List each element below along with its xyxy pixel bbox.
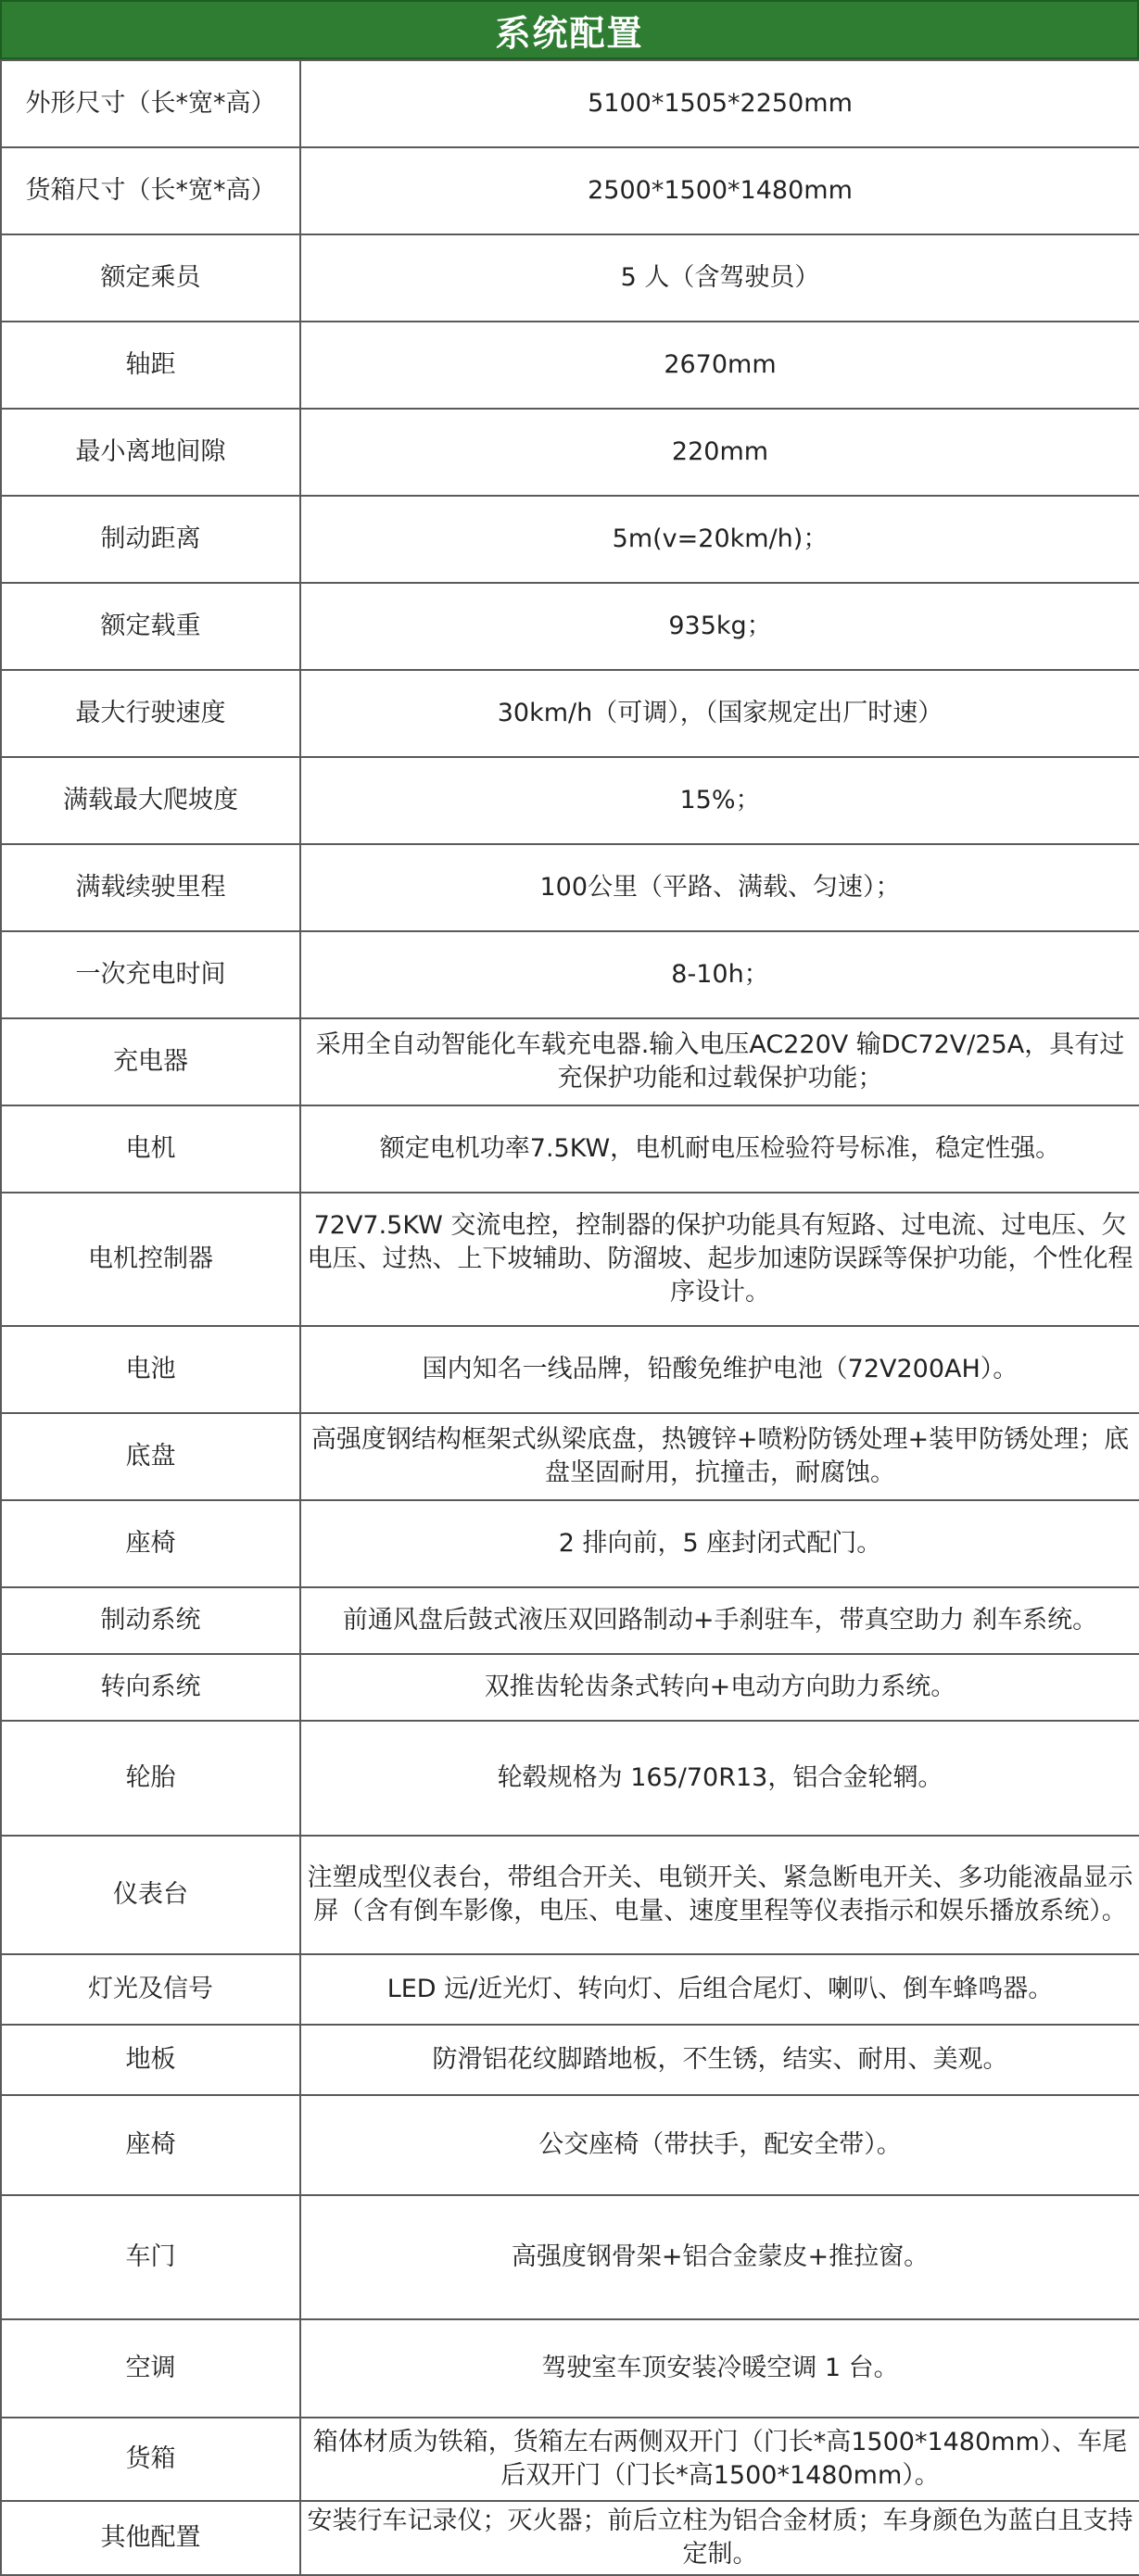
row-label: 满载续驶里程: [1, 844, 300, 931]
row-label: 一次充电时间: [1, 931, 300, 1018]
row-label: 制动系统: [1, 1587, 300, 1654]
spec-table: [0, 59, 1139, 2576]
row-value: 220mm: [300, 409, 1139, 496]
table-row: [1, 931, 1139, 1018]
table-row: [1, 757, 1139, 844]
row-label: 电池: [1, 1326, 300, 1413]
row-label: 仪表台: [1, 1836, 300, 1954]
table-row: [1, 1836, 1139, 1954]
row-label: 货箱尺寸（长*宽*高）: [1, 147, 300, 234]
row-label: 额定乘员: [1, 234, 300, 322]
table-row: [1, 322, 1139, 409]
row-value: 高强度钢骨架+铝合金蒙皮+推拉窗。: [300, 2195, 1139, 2319]
table-row: [1, 409, 1139, 496]
row-value: 72V7.5KW 交流电控，控制器的保护功能具有短路、过电流、过电压、欠电压、过热、上下坡辅助、防溜坡、起步加速防误踩等保护功能，个性化程序设计。: [300, 1193, 1139, 1326]
table-row: [1, 2418, 1139, 2501]
row-label: 货箱: [1, 2418, 300, 2501]
row-value: 2 排向前，5 座封闭式配门。: [300, 1500, 1139, 1587]
row-label: 其他配置: [1, 2501, 300, 2575]
table-row: [1, 1721, 1139, 1836]
row-label: 电机: [1, 1105, 300, 1193]
row-value: 防滑铝花纹脚踏地板，不生锈，结实、耐用、美观。: [300, 2025, 1139, 2095]
row-value: 国内知名一线品牌，铅酸免维护电池（72V200AH）。: [300, 1326, 1139, 1413]
row-value: 5100*1505*2250mm: [300, 60, 1139, 147]
table-row: [1, 496, 1139, 583]
row-value: 100公里（平路、满载、匀速）；: [300, 844, 1139, 931]
row-label: 底盘: [1, 1413, 300, 1500]
row-value: 2500*1500*1480mm: [300, 147, 1139, 234]
table-row: [1, 2025, 1139, 2095]
table-row: [1, 1500, 1139, 1587]
table-row: [1, 147, 1139, 234]
row-value: 双推齿轮齿条式转向+电动方向助力系统。: [300, 1654, 1139, 1721]
row-label: 座椅: [1, 2095, 300, 2195]
table-row: [1, 2195, 1139, 2319]
table-row: [1, 1954, 1139, 2025]
row-value: 安装行车记录仪；灭火器；前后立柱为铝合金材质；车身颜色为蓝白且支持定制。: [300, 2501, 1139, 2575]
row-value: 5 人（含驾驶员）: [300, 234, 1139, 322]
row-value: 箱体材质为铁箱，货箱左右两侧双开门（门长*高1500*1480mm）、车尾后双开门（门长*高1500*1480mm）。: [300, 2418, 1139, 2501]
table-row: [1, 1587, 1139, 1654]
row-value: 2670mm: [300, 322, 1139, 409]
row-value: 注塑成型仪表台，带组合开关、电锁开关、紧急断电开关、多功能液晶显示屏（含有倒车影像，电压、电量、速度里程等仪表指示和娱乐播放系统）。: [300, 1836, 1139, 1954]
row-label: 轴距: [1, 322, 300, 409]
row-value: 前通风盘后鼓式液压双回路制动+手刹驻车，带真空助力 刹车系统。: [300, 1587, 1139, 1654]
table-row: [1, 1326, 1139, 1413]
row-value: LED 远/近光灯、转向灯、后组合尾灯、喇叭、倒车蜂鸣器。: [300, 1954, 1139, 2025]
row-label: 空调: [1, 2319, 300, 2418]
row-value: 15%；: [300, 757, 1139, 844]
row-label: 地板: [1, 2025, 300, 2095]
table-row: [1, 234, 1139, 322]
page-title: 系统配置: [0, 0, 1139, 59]
row-value: 5m(v=20km/h)；: [300, 496, 1139, 583]
row-label: 最大行驶速度: [1, 670, 300, 757]
row-value: 轮毂规格为 165/70R13，铝合金轮辋。: [300, 1721, 1139, 1836]
row-label: 电机控制器: [1, 1193, 300, 1326]
row-value: 采用全自动智能化车载充电器.输入电压AC220V 输DC72V/25A，具有过充保护功能和过载保护功能；: [300, 1018, 1139, 1105]
table-row: [1, 844, 1139, 931]
row-value: 高强度钢结构框架式纵梁底盘，热镀锌+喷粉防锈处理+装甲防锈处理；底盘坚固耐用，抗撞击，耐腐蚀。: [300, 1413, 1139, 1500]
row-value: 8-10h；: [300, 931, 1139, 1018]
table-row: [1, 60, 1139, 147]
row-label: 车门: [1, 2195, 300, 2319]
table-row: [1, 1105, 1139, 1193]
row-value: 额定电机功率7.5KW，电机耐电压检验符号标准，稳定性强。: [300, 1105, 1139, 1193]
row-label: 外形尺寸（长*宽*高）: [1, 60, 300, 147]
row-label: 灯光及信号: [1, 1954, 300, 2025]
table-row: [1, 1413, 1139, 1500]
row-label: 充电器: [1, 1018, 300, 1105]
table-row: [1, 2319, 1139, 2418]
row-label: 座椅: [1, 1500, 300, 1587]
row-value: 驾驶室车顶安装冷暖空调 1 台。: [300, 2319, 1139, 2418]
row-value: 公交座椅（带扶手，配安全带）。: [300, 2095, 1139, 2195]
row-label: 满载最大爬坡度: [1, 757, 300, 844]
row-label: 制动距离: [1, 496, 300, 583]
row-label: 轮胎: [1, 1721, 300, 1836]
table-row: [1, 2095, 1139, 2195]
table-row: [1, 583, 1139, 670]
row-label: 转向系统: [1, 1654, 300, 1721]
row-value: 30km/h（可调），（国家规定出厂时速）: [300, 670, 1139, 757]
table-row: [1, 1018, 1139, 1105]
table-row: [1, 2501, 1139, 2575]
row-value: 935kg；: [300, 583, 1139, 670]
row-label: 最小离地间隙: [1, 409, 300, 496]
table-row: [1, 1654, 1139, 1721]
row-label: 额定载重: [1, 583, 300, 670]
table-row: [1, 670, 1139, 757]
table-row: [1, 1193, 1139, 1326]
